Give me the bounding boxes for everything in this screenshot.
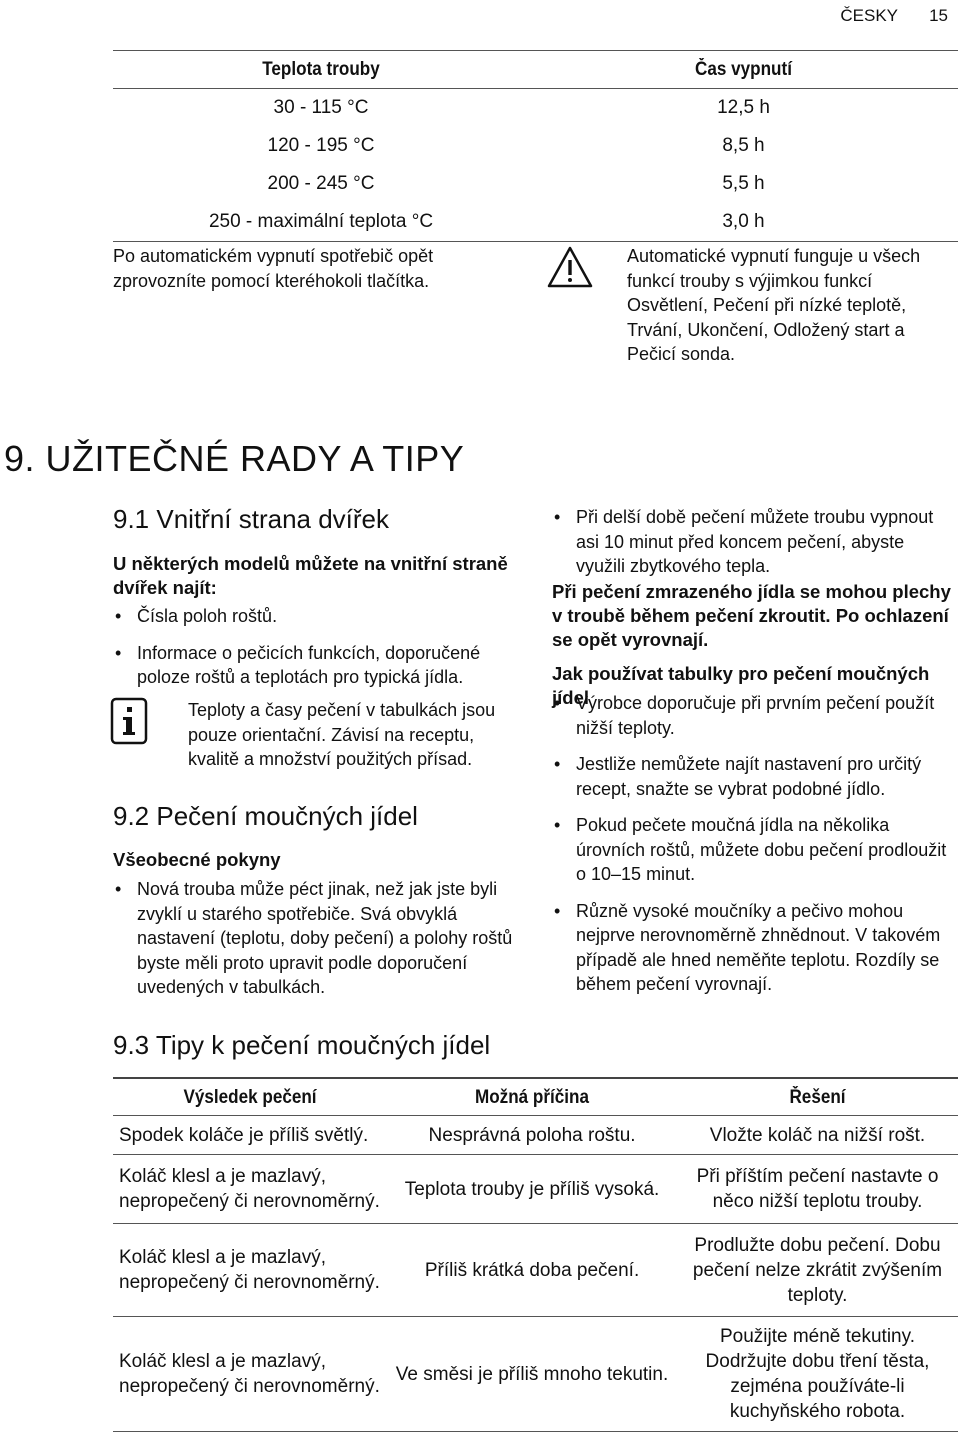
table-cell: Ve směsi je příliš mnoho tekutin. bbox=[395, 1363, 669, 1385]
table-cell: 8,5 h bbox=[722, 135, 765, 156]
list-item: • Nová trouba může péct jinak, než jak jste byli zvyklí u starého spotřebiče. Svá obvyklá nastavení (teplotu, doby pečení) a polohy roštů byste měli proto upravit podle doporučení uvedených v tabulkách. bbox=[113, 877, 518, 1000]
table-row bbox=[113, 127, 958, 165]
table-cell: Nesprávná poloha roštu. bbox=[428, 1124, 636, 1146]
tables-usage-heading: Jak používat tabulky pro pečení moučných jídel bbox=[552, 663, 930, 708]
section-heading: 9. UŽITEČNÉ RADY A TIPY bbox=[4, 438, 465, 479]
table-cell: 30 - 115 °C bbox=[273, 97, 369, 118]
list-item: • Informace o pečicích funkcích, doporučené poloze roštů a teplotách pro typická jídla. bbox=[113, 641, 518, 690]
table-cell: Prodlužte dobu pečení. Dobu pečení nelze zkrátit zvýšením teploty. bbox=[692, 1234, 943, 1306]
table-cell: Příliš krátká doba pečení. bbox=[424, 1259, 640, 1281]
table-cell: 3,0 h bbox=[722, 211, 765, 232]
table-row bbox=[113, 165, 958, 203]
info-icon bbox=[110, 697, 148, 745]
subsection-heading: 9.2 Pečení moučných jídel bbox=[113, 801, 418, 831]
info-paragraph: Teploty a časy pečení v tabulkách jsou pouze orientační. Závisí na receptu, kvalitě a množství použitých přísad. bbox=[188, 700, 496, 769]
frozen-food-note: Při pečení zmrazeného jídla se mohou plechy v troubě během pečení zkroutit. Po ochlazení se opět vyrovnají. bbox=[552, 581, 951, 650]
subsection-heading: 9.3 Tipy k pečení moučných jídel bbox=[113, 1030, 491, 1060]
table-header-row bbox=[113, 50, 958, 89]
table-cell: Teplota trouby je příliš vysoká. bbox=[404, 1178, 660, 1200]
warning-icon bbox=[546, 245, 594, 289]
tables-usage-list bbox=[552, 691, 952, 1009]
column-header: Řešení bbox=[789, 1086, 846, 1108]
column-header: Čas vypnutí bbox=[695, 58, 792, 80]
column-header: Výsledek pečení bbox=[183, 1086, 317, 1108]
general-tips-list bbox=[113, 877, 518, 1012]
page-number: 15 bbox=[929, 6, 948, 25]
table-row bbox=[113, 89, 958, 127]
door-info-list bbox=[113, 604, 518, 702]
table-row bbox=[113, 1155, 958, 1224]
table-row bbox=[113, 1116, 958, 1155]
restart-paragraph: Po automatickém vypnutí spotřebič opět zprovozníte pomocí kteréhokoli tlačítka. bbox=[113, 246, 434, 291]
table-cell: Koláč klesl a je mazlavý, nepropečený či nerovnoměrný. bbox=[119, 1166, 380, 1212]
subsection-subhead: Všeobecné pokyny bbox=[113, 849, 281, 870]
table-cell: Při příštím pečení nastavte o něco nižší teplotu trouby. bbox=[696, 1166, 939, 1212]
list-item: • Výrobce doporučuje při prvním pečení použít nižší teploty. bbox=[552, 691, 952, 740]
table-row bbox=[113, 1317, 958, 1432]
shutoff-table bbox=[113, 50, 958, 242]
column-header: Teplota trouby bbox=[262, 58, 380, 80]
table-cell: 120 - 195 °C bbox=[267, 135, 375, 156]
subsection-subhead: U některých modelů můžete na vnitřní straně dvířek najít: bbox=[113, 553, 508, 598]
list-item: • Při delší době pečení můžete troubu vypnout asi 10 minut před koncem pečení, abyste využili zbytkového tepla. bbox=[552, 505, 952, 579]
subsection-heading: 9.1 Vnitřní strana dvířek bbox=[113, 504, 390, 534]
table-row bbox=[113, 203, 958, 242]
list-item: • Čísla poloh roštů. bbox=[113, 604, 518, 629]
table-cell: Koláč klesl a je mazlavý, nepropečený či nerovnoměrný. bbox=[119, 1247, 380, 1293]
table-cell: 200 - 245 °C bbox=[267, 173, 375, 194]
column-header: Možná příčina bbox=[475, 1086, 590, 1108]
baking-tips-list bbox=[552, 505, 952, 591]
table-cell: 12,5 h bbox=[717, 97, 770, 118]
table-header-row bbox=[113, 1077, 958, 1116]
table-cell: Použijte méně tekutiny. Dodržujte dobu tření těsta, zejména používáte-li kuchyňského robota. bbox=[705, 1326, 930, 1422]
table-cell: Vložte koláč na nižší rošt. bbox=[709, 1124, 926, 1146]
language-label: ČESKY bbox=[840, 6, 898, 25]
warning-paragraph: Automatické vypnutí funguje u všech funkcí trouby s výjimkou funkcí Osvětlení, Pečení při nízké teplotě, Trvání, Ukončení, Odložený start a Pečicí sonda. bbox=[627, 246, 921, 364]
table-cell: Koláč klesl a je mazlavý, nepropečený či nerovnoměrný. bbox=[119, 1351, 380, 1397]
baking-tips-table bbox=[113, 1077, 958, 1432]
list-item: • Různě vysoké moučníky a pečivo mohou nejprve nerovnoměrně zhnědnout. V takovém případě ale hned neměňte teplotu. Rozdíly se během pečení vyrovnají. bbox=[552, 899, 952, 997]
table-cell: Spodek koláče je příliš světlý. bbox=[119, 1124, 369, 1146]
table-row bbox=[113, 1224, 958, 1317]
table-cell: 5,5 h bbox=[722, 173, 765, 194]
list-item: • Jestliže nemůžete najít nastavení pro určitý recept, snažte se vybrat podobné jídlo. bbox=[552, 752, 952, 801]
list-item: • Pokud pečete moučná jídla na několika úrovních roštů, můžete dobu pečení prodloužit o 10–15 minut. bbox=[552, 813, 952, 887]
table-cell: 250 - maximální teplota °C bbox=[208, 211, 434, 232]
